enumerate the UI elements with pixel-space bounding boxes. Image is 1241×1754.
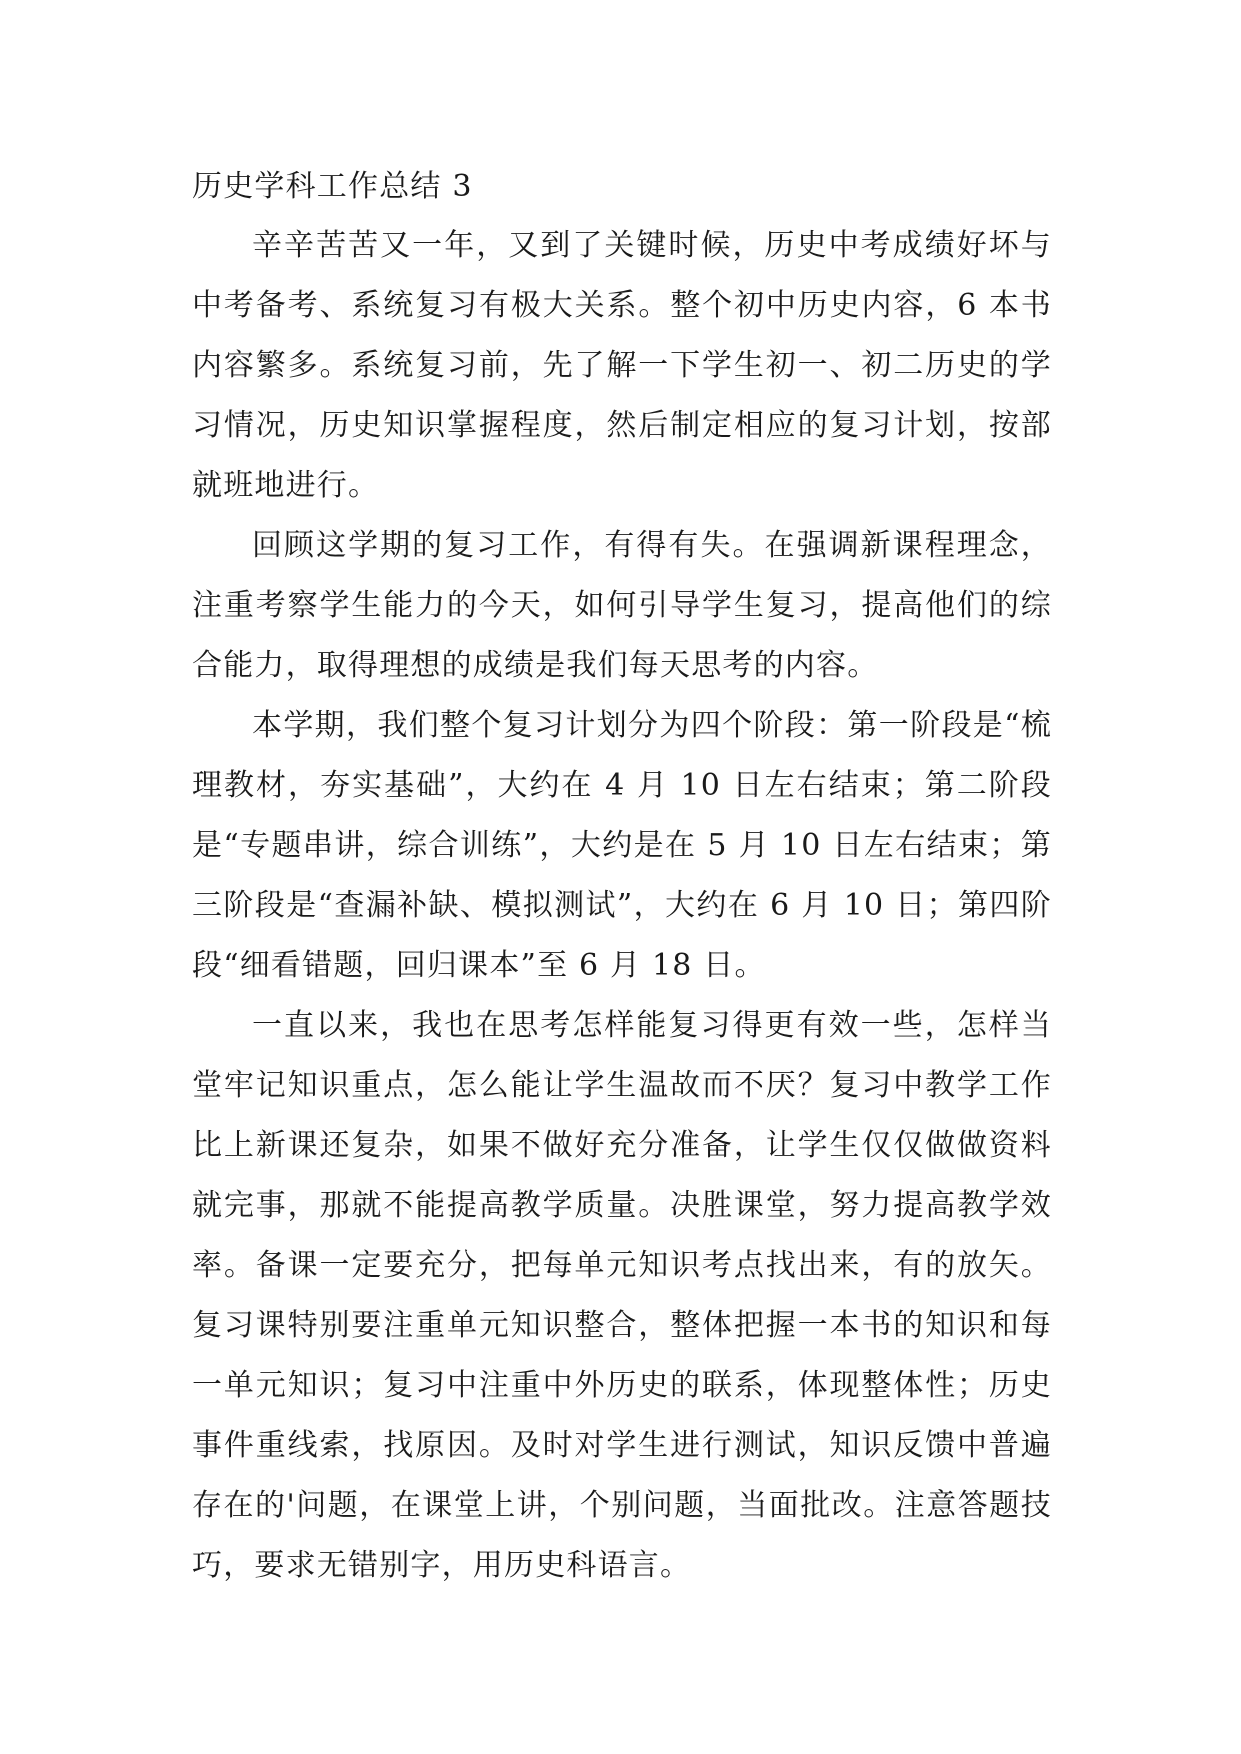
paragraph-methods: 一直以来，我也在思考怎样能复习得更有效一些，怎样当堂牢记知识重点，怎么能让学生温故而不厌？复习中教学工作比上新课还复杂，如果不做好充分准备，让学生仅仅做做资料就完事，那就不能提高教学质量。决胜课堂，努力提高教学效率。备课一定要充分，把每单元知识考点找出来，有的放矢。复习课特别要注重单元知识整合，整体把握一本书的知识和每一单元知识；复习中注重中外历史的联系，体现整体性；历史事件重线索，找原因。及时对学生进行测试，知识反馈中普遍存在的'问题，在课堂上讲，个别问题，当面批改。注意答题技巧，要求无错别字，用历史科语言。 [192, 1008, 1052, 1583]
document-title: 历史学科工作总结 3 [192, 169, 473, 204]
paragraph-intro: 辛辛苦苦又一年，又到了关键时候，历史中考成绩好坏与中考备考、系统复习有极大关系。整个初中历史内容，6 本书内容繁多。系统复习前，先了解一下学生初一、初二历史的学习情况，历史知识掌握程度，然后制定相应的复习计划，按部就班地进行。 [192, 228, 1052, 503]
paragraph-stages: 本学期，我们整个复习计划分为四个阶段：第一阶段是“梳理教材，夯实基础”，大约在 4 月 10 日左右结束；第二阶段是“专题串讲，综合训练”，大约是在 5 月 10 日左右结束；第三阶段是“查漏补缺、模拟测试”，大约在 6 月 10 日；第四阶段“细看错题，回归课本”至 6 月 18 日。 [192, 708, 1052, 983]
paragraph-review: 回顾这学期的复习工作，有得有失。在强调新课程理念，注重考察学生能力的今天，如何引导学生复习，提高他们的综合能力，取得理想的成绩是我们每天思考的内容。 [192, 528, 1052, 683]
document-body [192, 158, 1052, 1596]
